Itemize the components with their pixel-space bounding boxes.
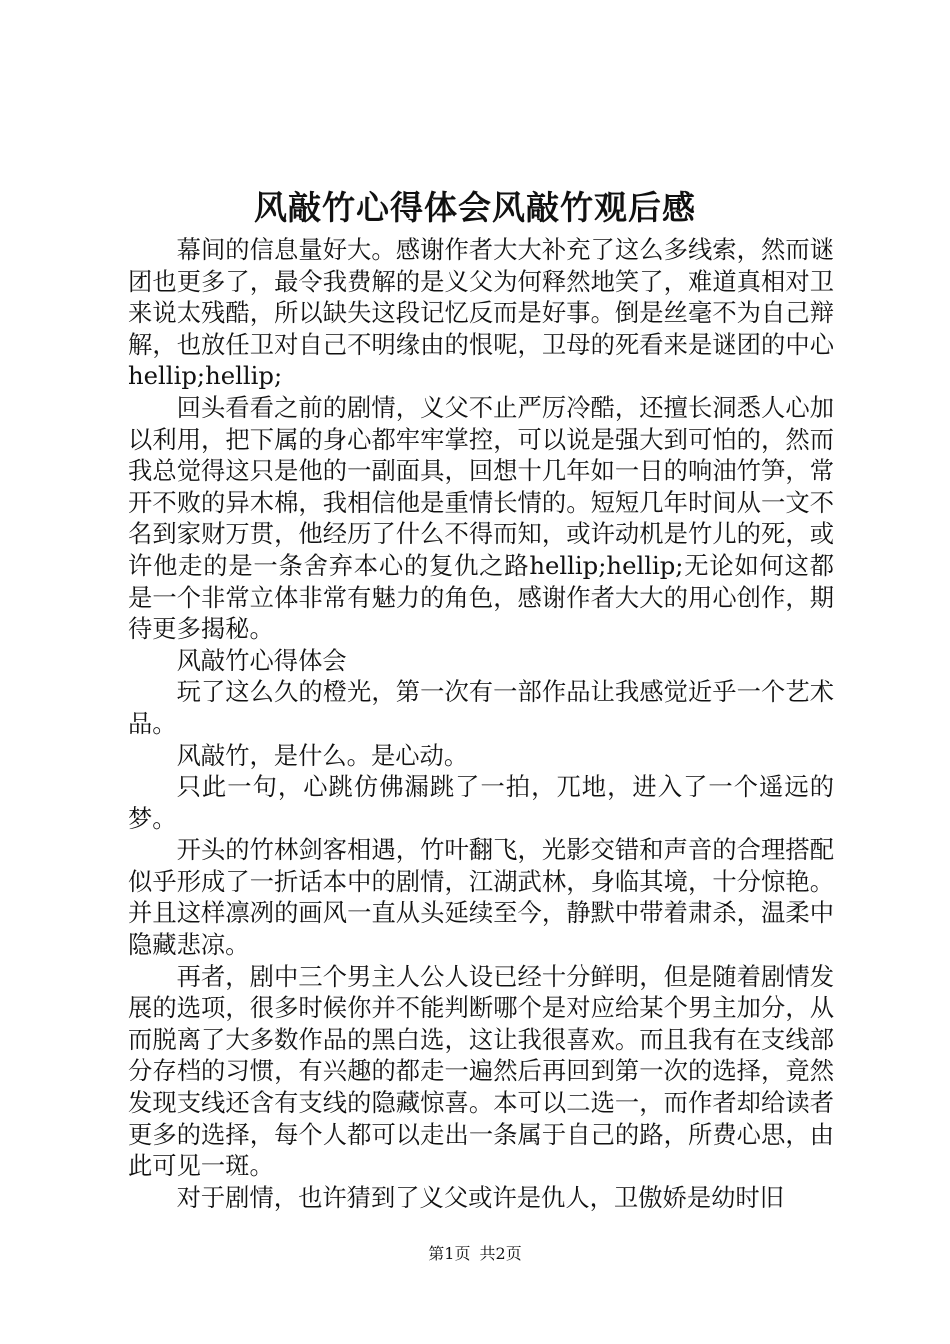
paragraph-3: 玩了这么久的橙光，第一次有一部作品让我感觉近乎一个艺术品。 [128,677,834,738]
paragraph-6: 开头的竹林剑客相遇，竹叶翻飞，光影交错和声音的合理搭配似乎形成了一折话本中的剧情，江湖武林，身临其境，十分惊艳。并且这样凛冽的画风一直从头延续至今，静默中带着肃杀，温柔中隐藏悲凉。 [128,835,834,960]
section-heading: 风敲竹心得体会 [176,645,347,675]
document-body [128,234,834,1213]
paragraph-7: 再者，剧中三个男主人公人设已经十分鲜明，但是随着剧情发展的选项，很多时候你并不能判断哪个是对应给某个男主加分，从而脱离了大多数作品的黑白选，这让我很喜欢。而且我有在支线部分存档的习惯，有兴趣的都走一遍然后再回到第一次的选择，竟然发现支线还含有支线的隐藏惊喜。本可以二选一，而作者却给读者更多的选择，每个人都可以走出一条属于自己的路，所费心思，由此可见一斑。 [128,961,834,1181]
paragraph-8: 对于剧情，也许猜到了义父或许是仇人，卫傲娇是幼时旧 [176,1182,785,1212]
paragraph-2: 回头看看之前的剧情，义父不止严厉冷酷，还擅长洞悉人心加以利用，把下属的身心都牢牢掌控，可以说是强大到可怕的，然而我总觉得这只是他的一副面具，回想十几年如一日的响油竹笋，常开不败的异木棉，我相信他是重情长情的。短短几年时间从一文不名到家财万贯，他经历了什么不得而知，或许动机是竹儿的死，或许他走的是一条舍弃本心的复仇之路hellip;hellip;无论如何这都是一个非常立体非常有魅力的角色，感谢作者大大的用心创作，期待更多揭秘。 [128,392,834,644]
paragraph-5: 只此一句，心跳仿佛漏跳了一拍，兀地，进入了一个遥远的梦。 [128,772,834,833]
paragraph-4: 风敲竹，是什么。是心动。 [176,740,469,770]
document-title: 风敲竹心得体会风敲竹观后感 [254,188,696,227]
paragraph-1: 幕间的信息量好大。感谢作者大大补充了这么多线索，然而谜团也更多了，最令我费解的是义父为何释然地笑了，难道真相对卫来说太残酷，所以缺失这段记忆反而是好事。倒是丝毫不为自己辩解，也放任卫对自己不明缘由的恨呢，卫母的死看来是谜团的中心hellip;hellip; [128,235,834,391]
page-footer: 第1页 共2页 [428,1244,522,1263]
